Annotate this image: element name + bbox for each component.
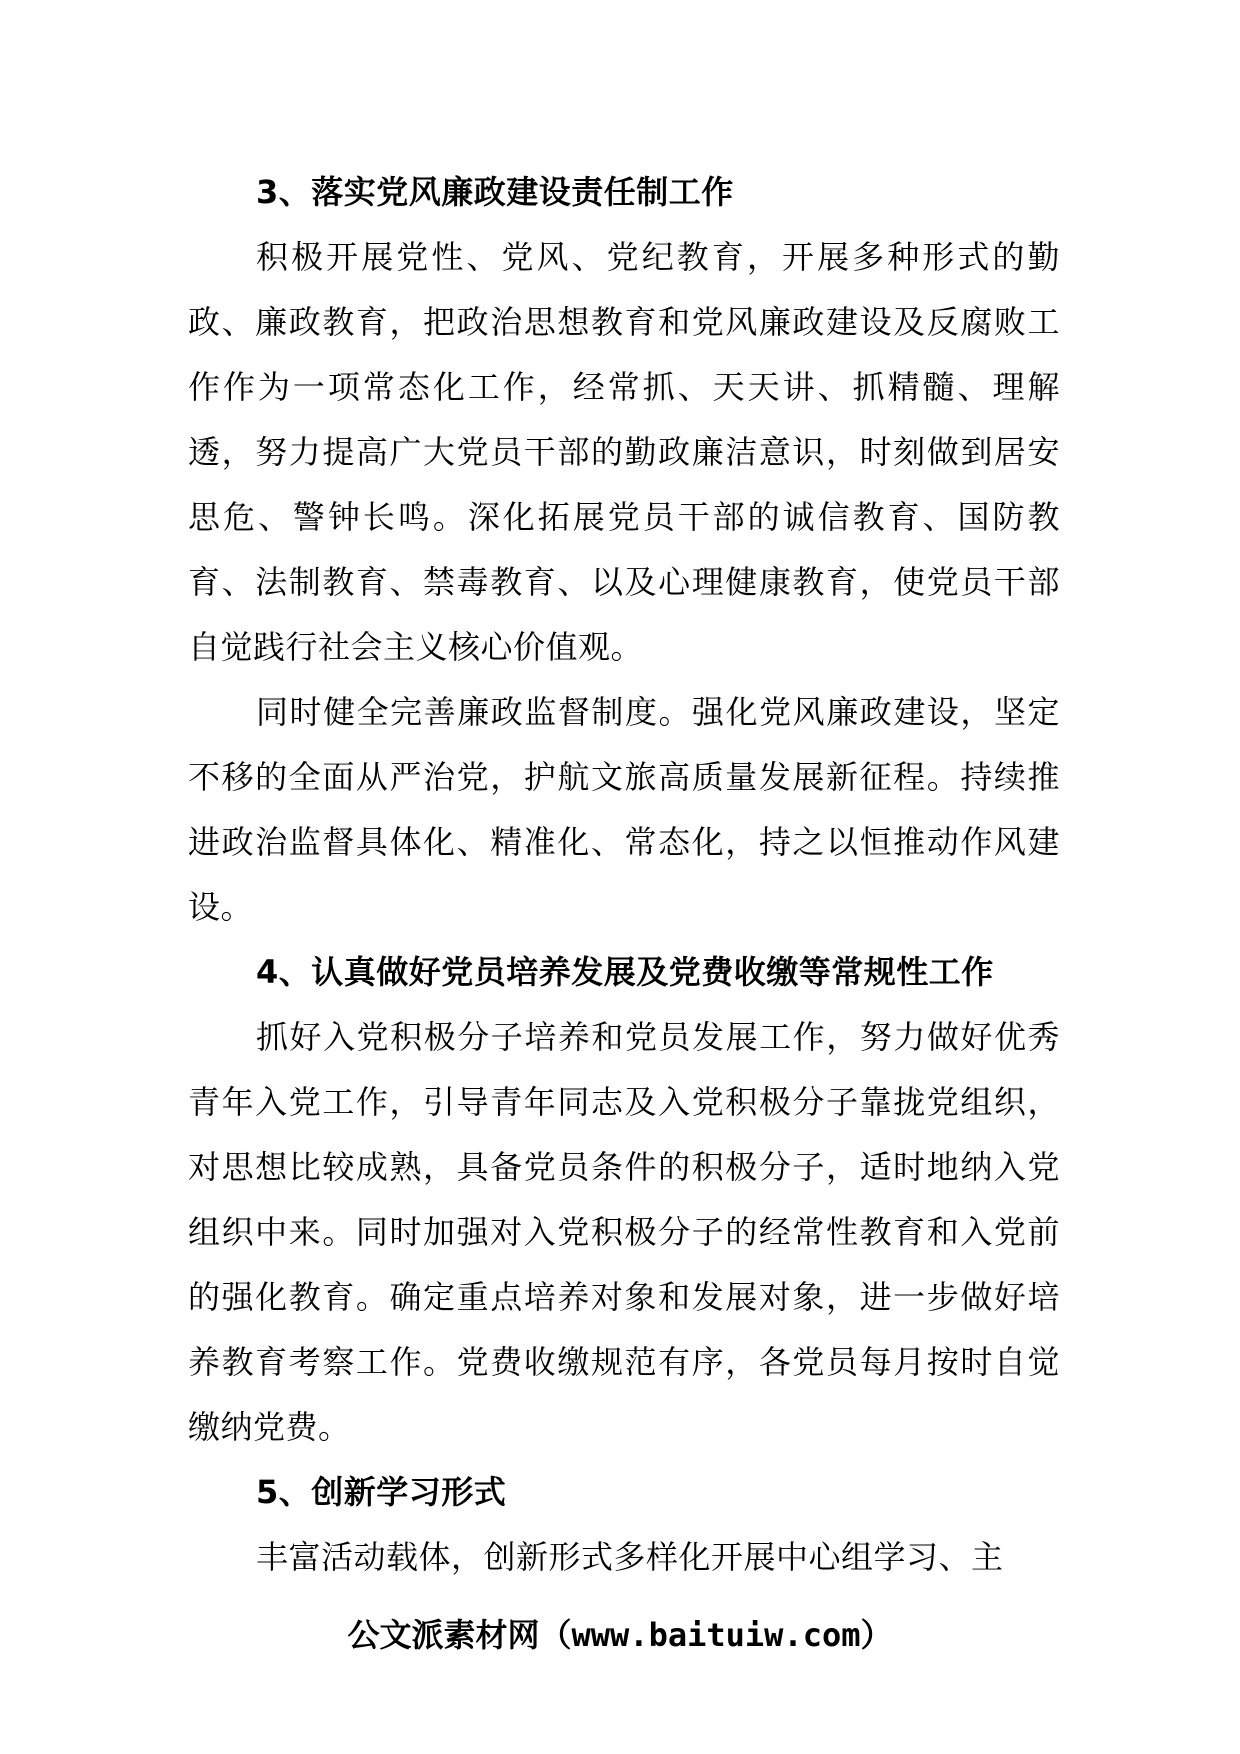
- footer-url: （www.baituiw.com）: [539, 1616, 893, 1654]
- footer-site-name: 公文派素材网: [347, 1616, 540, 1654]
- section-heading-5: 5、创新学习形式: [256, 1473, 507, 1511]
- paragraph-member-development: 抓好入党积极分子培养和党员发展工作，努力做好优秀青年入党工作，引导青年同志及入党积极分子靠拢党组织，对思想比较成熟，具备党员条件的积极分子，适时地纳入党组织中来。同时加强对入党积极分子的经常性教育和入党前的强化教育。确定重点培养对象和发展对象，进一步做好培养教育考察工作。党费收缴规范有序，各党员每月按时自觉缴纳党费。: [188, 1018, 1060, 1446]
- paragraph-supervision-system: 同时健全完善廉政监督制度。强化党风廉政建设，坚定不移的全面从严治党，护航文旅高质量发展新征程。持续推进政治监督具体化、精准化、常态化，持之以恒推动作风建设。: [188, 693, 1060, 926]
- paragraph-discipline-education: 积极开展党性、党风、党纪教育，开展多种形式的勤政、廉政教育，把政治思想教育和党风廉政建设及反腐败工作作为一项常态化工作，经常抓、天天讲、抓精髓、理解透，努力提高广大党员干部的勤政廉洁意识，时刻做到居安思危、警钟长鸣。深化拓展党员干部的诚信教育、国防教育、法制教育、禁毒教育、以及心理健康教育，使党员干部自觉践行社会主义核心价值观。: [188, 238, 1060, 666]
- paragraph-learning-forms: 丰富活动载体，创新形式多样化开展中心组学习、主: [256, 1538, 1004, 1576]
- section-heading-4: 4、认真做好党员培养发展及党费收缴等常规性工作: [256, 953, 994, 991]
- section-heading-3: 3、落实党风廉政建设责任制工作: [256, 173, 734, 211]
- page-footer: [0, 1610, 1240, 1656]
- document-body: [188, 160, 1060, 1590]
